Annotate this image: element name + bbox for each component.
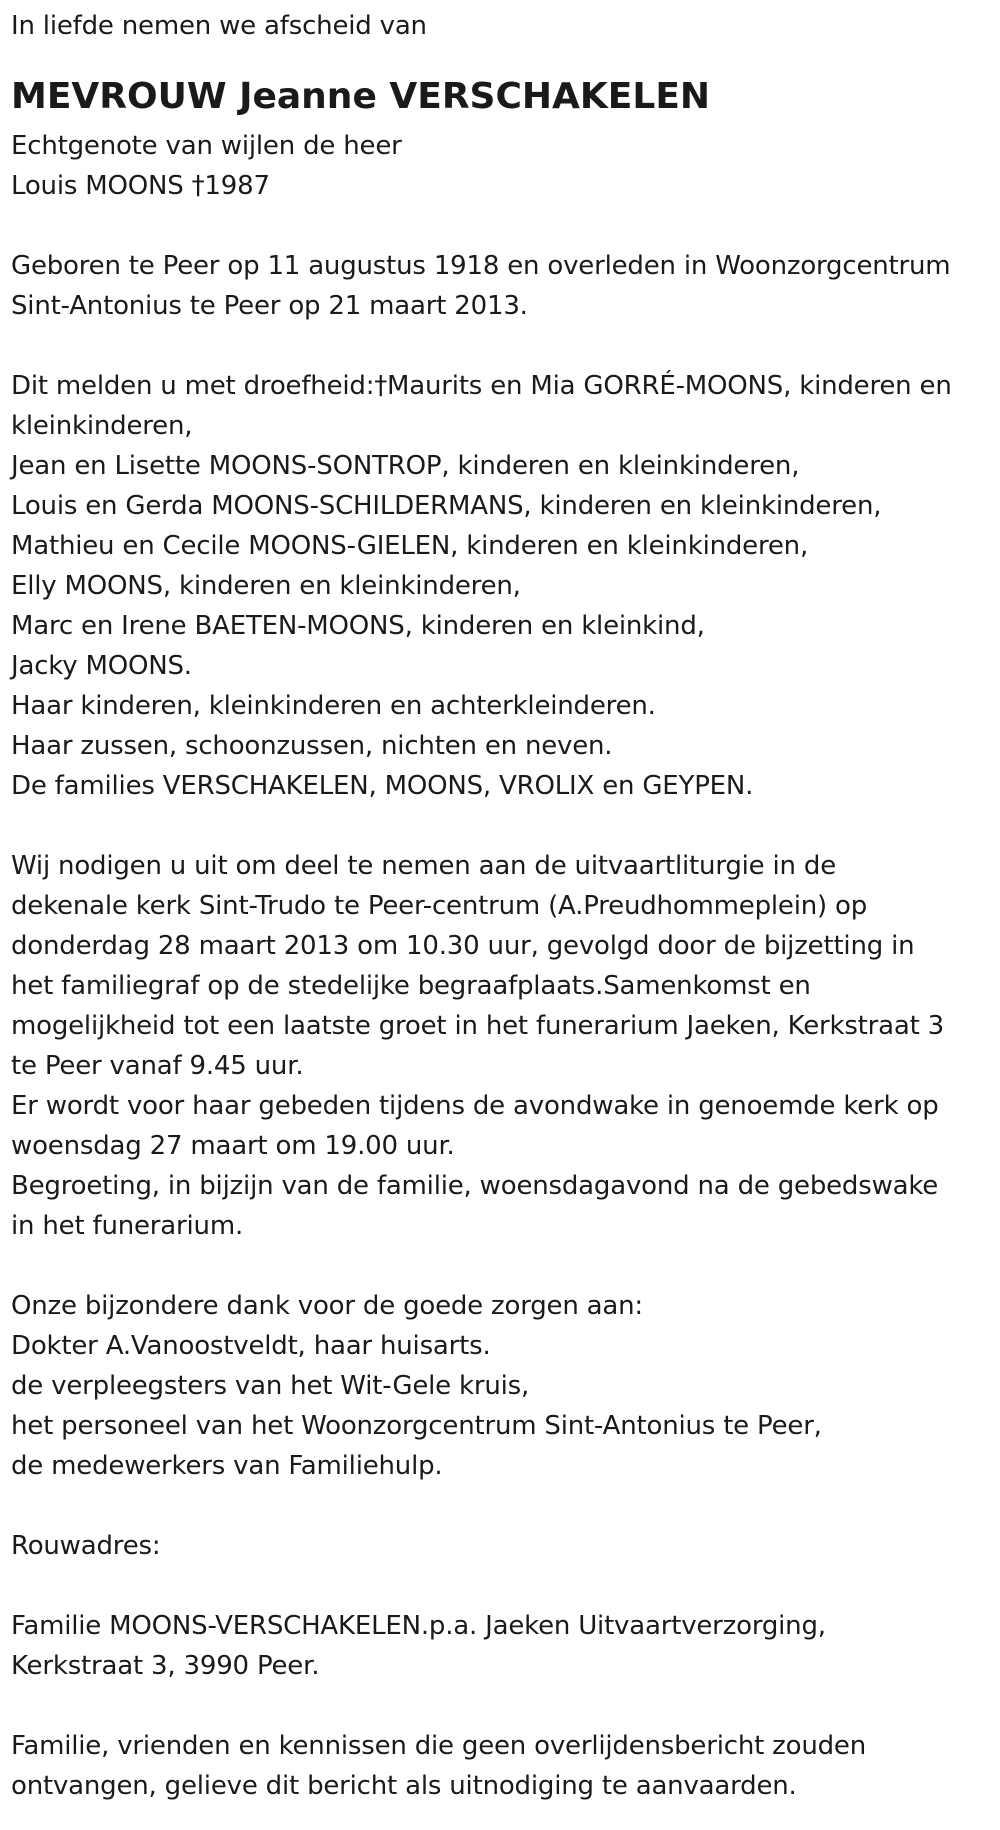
paragraph-gap xyxy=(11,1566,996,1606)
thanks-line: het personeel van het Woonzorgcentrum Sint-Antonius te Peer, xyxy=(11,1411,822,1441)
closing-line: ontvangen, gelieve dit bericht als uitnodiging te aanvaarden. xyxy=(11,1771,797,1801)
paragraph-gap xyxy=(11,206,996,246)
family-line: Marc en Irene BAETEN-MOONS, kinderen en kleinkind, xyxy=(11,611,705,641)
birth-death-paragraph xyxy=(11,246,996,326)
deceased-name: MEVROUW Jeanne VERSCHAKELEN xyxy=(11,76,711,117)
ceremony-line: donderdag 28 maart 2013 om 10.30 uur, gevolgd door de bijzetting in xyxy=(11,931,915,961)
family-line: kleinkinderen, xyxy=(11,411,193,441)
paragraph-gap xyxy=(11,1246,996,1286)
family-line: Elly MOONS, kinderen en kleinkinderen, xyxy=(11,571,521,601)
obituary-document xyxy=(11,6,996,1806)
ceremony-paragraph xyxy=(11,846,996,1246)
family-line: Jean en Lisette MOONS-SONTROP, kinderen en kleinkinderen, xyxy=(11,451,800,481)
paragraph-gap xyxy=(11,326,996,366)
family-line: De families VERSCHAKELEN, MOONS, VROLIX en GEYPEN. xyxy=(11,771,754,801)
spouse-line: Louis MOONS †1987 xyxy=(11,171,270,201)
address-line: Familie MOONS-VERSCHAKELEN.p.a. Jaeken Uitvaartverzorging, xyxy=(11,1611,826,1641)
thanks-line: de medewerkers van Familiehulp. xyxy=(11,1451,443,1481)
thanks-paragraph xyxy=(11,1286,996,1486)
closing-line: Familie, vrienden en kennissen die geen overlijdensbericht zouden xyxy=(11,1731,866,1761)
family-line: Jacky MOONS. xyxy=(11,651,192,681)
birth-death-line: Geboren te Peer op 11 augustus 1918 en overleden in Woonzorgcentrum xyxy=(11,251,951,281)
paragraph-gap xyxy=(11,1686,996,1726)
ceremony-line: Begroeting, in bijzijn van de familie, woensdagavond na de gebedswake xyxy=(11,1171,939,1201)
ceremony-line: mogelijkheid tot een laatste groet in het funerarium Jaeken, Kerkstraat 3 xyxy=(11,1011,945,1041)
intro-text: In liefde nemen we afscheid van xyxy=(11,11,427,41)
ceremony-line: Wij nodigen u uit om deel te nemen aan de uitvaartliturgie in de xyxy=(11,851,837,881)
family-line: Haar zussen, schoonzussen, nichten en neven. xyxy=(11,731,613,761)
spouse-line: Echtgenote van wijlen de heer xyxy=(11,131,402,161)
family-line: Dit melden u met droefheid:†Maurits en Mia GORRÉ-MOONS, kinderen en xyxy=(11,371,952,401)
paragraph-gap xyxy=(11,806,996,846)
ceremony-line: Er wordt voor haar gebeden tijdens de avondwake in genoemde kerk op xyxy=(11,1091,939,1121)
family-line: Mathieu en Cecile MOONS-GIELEN, kinderen en kleinkinderen, xyxy=(11,531,809,561)
address-paragraph xyxy=(11,1606,996,1686)
ceremony-line: dekenale kerk Sint-Trudo te Peer-centrum (A.Preudhommeplein) op xyxy=(11,891,868,921)
family-line: Louis en Gerda MOONS-SCHILDERMANS, kinderen en kleinkinderen, xyxy=(11,491,882,521)
family-paragraph xyxy=(11,366,996,806)
closing-paragraph xyxy=(11,1726,996,1806)
address-line: Kerkstraat 3, 3990 Peer. xyxy=(11,1651,320,1681)
thanks-line: Onze bijzondere dank voor de goede zorgen aan: xyxy=(11,1291,643,1321)
address-label: Rouwadres: xyxy=(11,1531,161,1561)
ceremony-line: woensdag 27 maart om 19.00 uur. xyxy=(11,1131,455,1161)
paragraph-gap xyxy=(11,1486,996,1526)
ceremony-line: het familiegraf op de stedelijke begraafplaats.Samenkomst en xyxy=(11,971,811,1001)
birth-death-line: Sint-Antonius te Peer op 21 maart 2013. xyxy=(11,291,528,321)
thanks-line: Dokter A.Vanoostveldt, haar huisarts. xyxy=(11,1331,491,1361)
ceremony-line: in het funerarium. xyxy=(11,1211,244,1241)
ceremony-line: te Peer vanaf 9.45 uur. xyxy=(11,1051,304,1081)
thanks-line: de verpleegsters van het Wit-Gele kruis, xyxy=(11,1371,530,1401)
family-line: Haar kinderen, kleinkinderen en achterkleinderen. xyxy=(11,691,656,721)
